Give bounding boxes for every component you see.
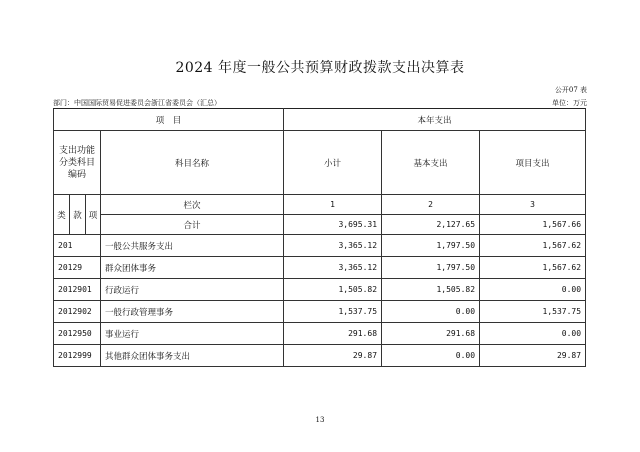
row-name: 一般公共服务支出 <box>101 235 284 257</box>
page-number: 13 <box>315 416 325 424</box>
table-row <box>54 235 586 257</box>
row-project: 0.00 <box>480 279 586 301</box>
row-basic: 0.00 <box>382 301 480 323</box>
total-label: 合计 <box>101 215 284 235</box>
row-project: 1,567.62 <box>480 235 586 257</box>
row-code: 20129 <box>54 257 101 279</box>
col-3: 3 <box>480 195 586 215</box>
table-row <box>54 345 586 367</box>
row-project: 1,567.62 <box>480 257 586 279</box>
row-subtotal: 291.68 <box>284 323 382 345</box>
row-subtotal: 29.87 <box>284 345 382 367</box>
row-project: 0.00 <box>480 323 586 345</box>
row-code: 201 <box>54 235 101 257</box>
table-row <box>54 279 586 301</box>
total-row <box>54 215 586 235</box>
header-xiang: 项 <box>86 195 101 235</box>
row-code: 2012950 <box>54 323 101 345</box>
row-name: 群众团体事务 <box>101 257 284 279</box>
header-basic: 基本支出 <box>382 131 480 195</box>
expenditure-table <box>53 108 586 367</box>
row-name: 其他群众团体事务支出 <box>101 345 284 367</box>
header-project-exp: 项目支出 <box>480 131 586 195</box>
row-subtotal: 1,505.82 <box>284 279 382 301</box>
row-subtotal: 3,365.12 <box>284 235 382 257</box>
header-kuan: 款 <box>70 195 86 235</box>
total-basic: 2,127.65 <box>382 215 480 235</box>
unit-label: 单位：万元 <box>552 99 587 107</box>
row-code: 2012901 <box>54 279 101 301</box>
col-1: 1 <box>284 195 382 215</box>
header-subject-name: 科目名称 <box>101 131 284 195</box>
column-seq-label: 栏次 <box>101 195 284 215</box>
row-name: 事业运行 <box>101 323 284 345</box>
header-lei: 类 <box>54 195 70 235</box>
header-row-2 <box>54 131 586 195</box>
row-basic: 291.68 <box>382 323 480 345</box>
form-number: 公开07 表 <box>554 86 587 94</box>
row-basic: 1,797.50 <box>382 235 480 257</box>
row-name: 一般行政管理事务 <box>101 301 284 323</box>
header-row-1 <box>54 109 586 131</box>
total-project: 1,567.66 <box>480 215 586 235</box>
row-project: 1,537.75 <box>480 301 586 323</box>
table-row <box>54 257 586 279</box>
row-basic: 0.00 <box>382 345 480 367</box>
row-subtotal: 3,365.12 <box>284 257 382 279</box>
total-subtotal: 3,695.31 <box>284 215 382 235</box>
row-basic: 1,797.50 <box>382 257 480 279</box>
row-basic: 1,505.82 <box>382 279 480 301</box>
document-title: 2024 年度一般公共预算财政拨款支出决算表 <box>175 60 465 76</box>
table-row <box>54 301 586 323</box>
department-label: 部门：中国国际贸易促进委员会浙江省委员会（汇总） <box>53 99 221 107</box>
row-subtotal: 1,537.75 <box>284 301 382 323</box>
row-code: 2012902 <box>54 301 101 323</box>
header-subtotal: 小计 <box>284 131 382 195</box>
header-func-code: 支出功能分类科目编码 <box>54 131 101 195</box>
row-code: 2012999 <box>54 345 101 367</box>
header-current-year: 本年支出 <box>284 109 586 131</box>
header-project: 项 目 <box>54 109 284 131</box>
col-2: 2 <box>382 195 480 215</box>
seq-row <box>54 195 586 215</box>
table-row <box>54 323 586 345</box>
row-name: 行政运行 <box>101 279 284 301</box>
row-project: 29.87 <box>480 345 586 367</box>
